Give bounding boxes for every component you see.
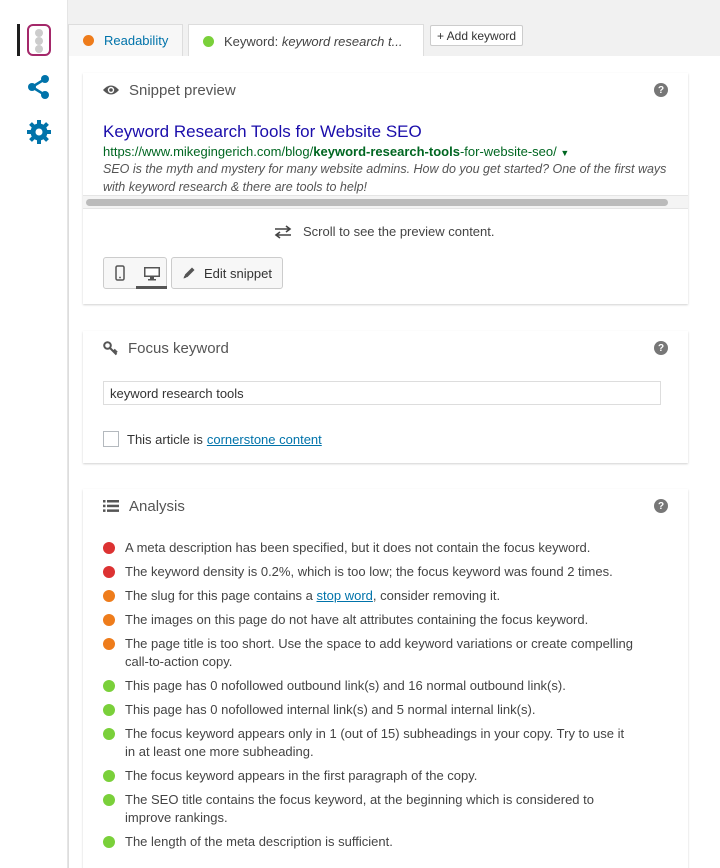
readability-status-dot (83, 35, 94, 46)
tab-keyword-label (224, 34, 402, 49)
edit-snippet-button[interactable] (171, 257, 283, 289)
analysis-item (103, 767, 633, 785)
status-orange-bullet (103, 638, 115, 650)
analysis-item-text-after: , consider removing it. (372, 588, 501, 603)
analysis-item (103, 701, 633, 719)
analysis-header[interactable] (83, 489, 688, 523)
analysis-item-text: The page title is too short. Use the space to add keyword variations or create compelling call-to-action copy. (125, 636, 633, 669)
status-green-bullet (103, 794, 115, 806)
tab-keyword-value: keyword research t... (281, 33, 403, 49)
cornerstone-link[interactable]: cornerstone content (206, 431, 322, 447)
desktop-icon (143, 266, 161, 281)
analysis-item-text: The SEO title contains the focus keyword, at the beginning which is considered to improve rankings. (125, 792, 594, 825)
analysis-item (103, 611, 633, 629)
arrows-horizontal-icon (273, 225, 293, 239)
focus-keyword-card (83, 331, 688, 463)
analysis-item (103, 677, 633, 695)
snippet-title: Keyword Research Tools for Website SEO (103, 122, 422, 141)
tab-keyword[interactable] (188, 24, 424, 57)
pencil-icon (182, 266, 196, 280)
snippet-scrollbar-thumb[interactable] (86, 199, 668, 206)
tab-readability-label: Readability (104, 33, 169, 48)
add-keyword-button[interactable]: + Add keyword (430, 25, 523, 46)
desktop-preview-button[interactable] (136, 258, 167, 288)
analysis-item-text: The slug for this page contains a (125, 588, 317, 603)
analysis-item (103, 587, 633, 605)
analysis-item (103, 539, 633, 557)
snippet-url-base: https://www.mikegingerich.com/blog/ (103, 144, 314, 159)
snippet-scrollbar[interactable] (83, 195, 688, 209)
preview-mode-switcher (103, 257, 167, 289)
analysis-heading: Analysis (129, 497, 185, 515)
key-icon (103, 341, 118, 356)
snippet-description: SEO is the myth and mystery for many website admins. How do you get started? One of the first ways with keyword research & there are tools to help! (103, 162, 667, 194)
scroll-hint (273, 224, 495, 239)
traffic-light-icon[interactable] (27, 24, 51, 56)
url-dropdown-arrow-icon: ▼ (560, 148, 570, 158)
metabox-sidebar (0, 0, 67, 868)
analysis-item (103, 635, 633, 671)
share-icon[interactable] (26, 74, 52, 100)
analysis-item (103, 563, 633, 581)
keyword-tab-panel (68, 56, 720, 868)
analysis-item-text: The images on this page do not have alt attributes containing the focus keyword. (125, 612, 589, 627)
snippet-preview-header[interactable] (83, 73, 688, 107)
snippet-preview-heading: Snippet preview (129, 81, 236, 99)
analysis-item-text: A meta description has been specified, but it does not contain the focus keyword. (125, 540, 591, 555)
status-red-bullet (103, 566, 115, 578)
mobile-preview-button[interactable] (104, 258, 135, 288)
metabox-main (68, 0, 720, 868)
active-section-indicator (17, 24, 20, 56)
focus-keyword-help-icon[interactable]: ? (654, 341, 668, 355)
analysis-item-text: The keyword density is 0.2%, which is too low; the focus keyword was found 2 times. (125, 564, 613, 579)
status-orange-bullet (103, 614, 115, 626)
traffic-light-amber-lamp (35, 37, 43, 45)
tab-readability[interactable] (68, 24, 183, 56)
snippet-url-rest: -for-website-seo/ (459, 144, 557, 159)
analysis-item-text: The focus keyword appears in the first paragraph of the copy. (125, 768, 478, 783)
edit-snippet-label: Edit snippet (204, 265, 272, 281)
focus-keyword-heading: Focus keyword (128, 339, 229, 357)
traffic-light-green-lamp (35, 45, 43, 53)
active-mode-indicator (136, 286, 167, 289)
cornerstone-checkbox[interactable] (103, 431, 119, 447)
analysis-item-text: This page has 0 nofollowed internal link(s) and 5 normal internal link(s). (125, 702, 536, 717)
focus-keyword-input[interactable] (103, 381, 661, 405)
snippet-help-icon[interactable]: ? (654, 83, 668, 97)
stop-word-link[interactable]: stop word (316, 588, 373, 603)
status-green-bullet (103, 680, 115, 692)
analysis-item-text: This page has 0 nofollowed outbound link(s) and 16 normal outbound link(s). (125, 678, 566, 693)
snippet-preview-card (83, 73, 688, 304)
analysis-item (103, 725, 633, 761)
status-green-bullet (103, 704, 115, 716)
focus-keyword-header[interactable] (83, 331, 688, 365)
analysis-card (83, 489, 688, 868)
snippet-url (103, 144, 569, 159)
analysis-results-list (103, 539, 633, 857)
tab-bar (68, 24, 720, 56)
analysis-item-text: The length of the meta description is sufficient. (125, 834, 393, 849)
status-green-bullet (103, 770, 115, 782)
analysis-item-text: The focus keyword appears only in 1 (out of 15) subheadings in your copy. Try to use it in at least one more subheading. (125, 726, 625, 759)
cornerstone-option (103, 431, 322, 447)
analysis-item (103, 791, 633, 827)
scroll-hint-text: Scroll to see the preview content. (303, 224, 495, 239)
snippet-url-keyword: keyword-research-tools (313, 144, 460, 159)
list-icon (103, 500, 119, 512)
gear-icon[interactable] (26, 119, 52, 145)
status-red-bullet (103, 542, 115, 554)
status-orange-bullet (103, 590, 115, 602)
tab-keyword-prefix: Keyword: (224, 33, 282, 49)
eye-icon (103, 84, 119, 96)
traffic-light-red-lamp (35, 29, 43, 37)
status-green-bullet (103, 836, 115, 848)
cornerstone-label: This article is (127, 431, 203, 447)
mobile-icon (115, 265, 125, 281)
analysis-item (103, 833, 633, 851)
keyword-status-dot (203, 36, 214, 47)
status-green-bullet (103, 728, 115, 740)
analysis-help-icon[interactable]: ? (654, 499, 668, 513)
